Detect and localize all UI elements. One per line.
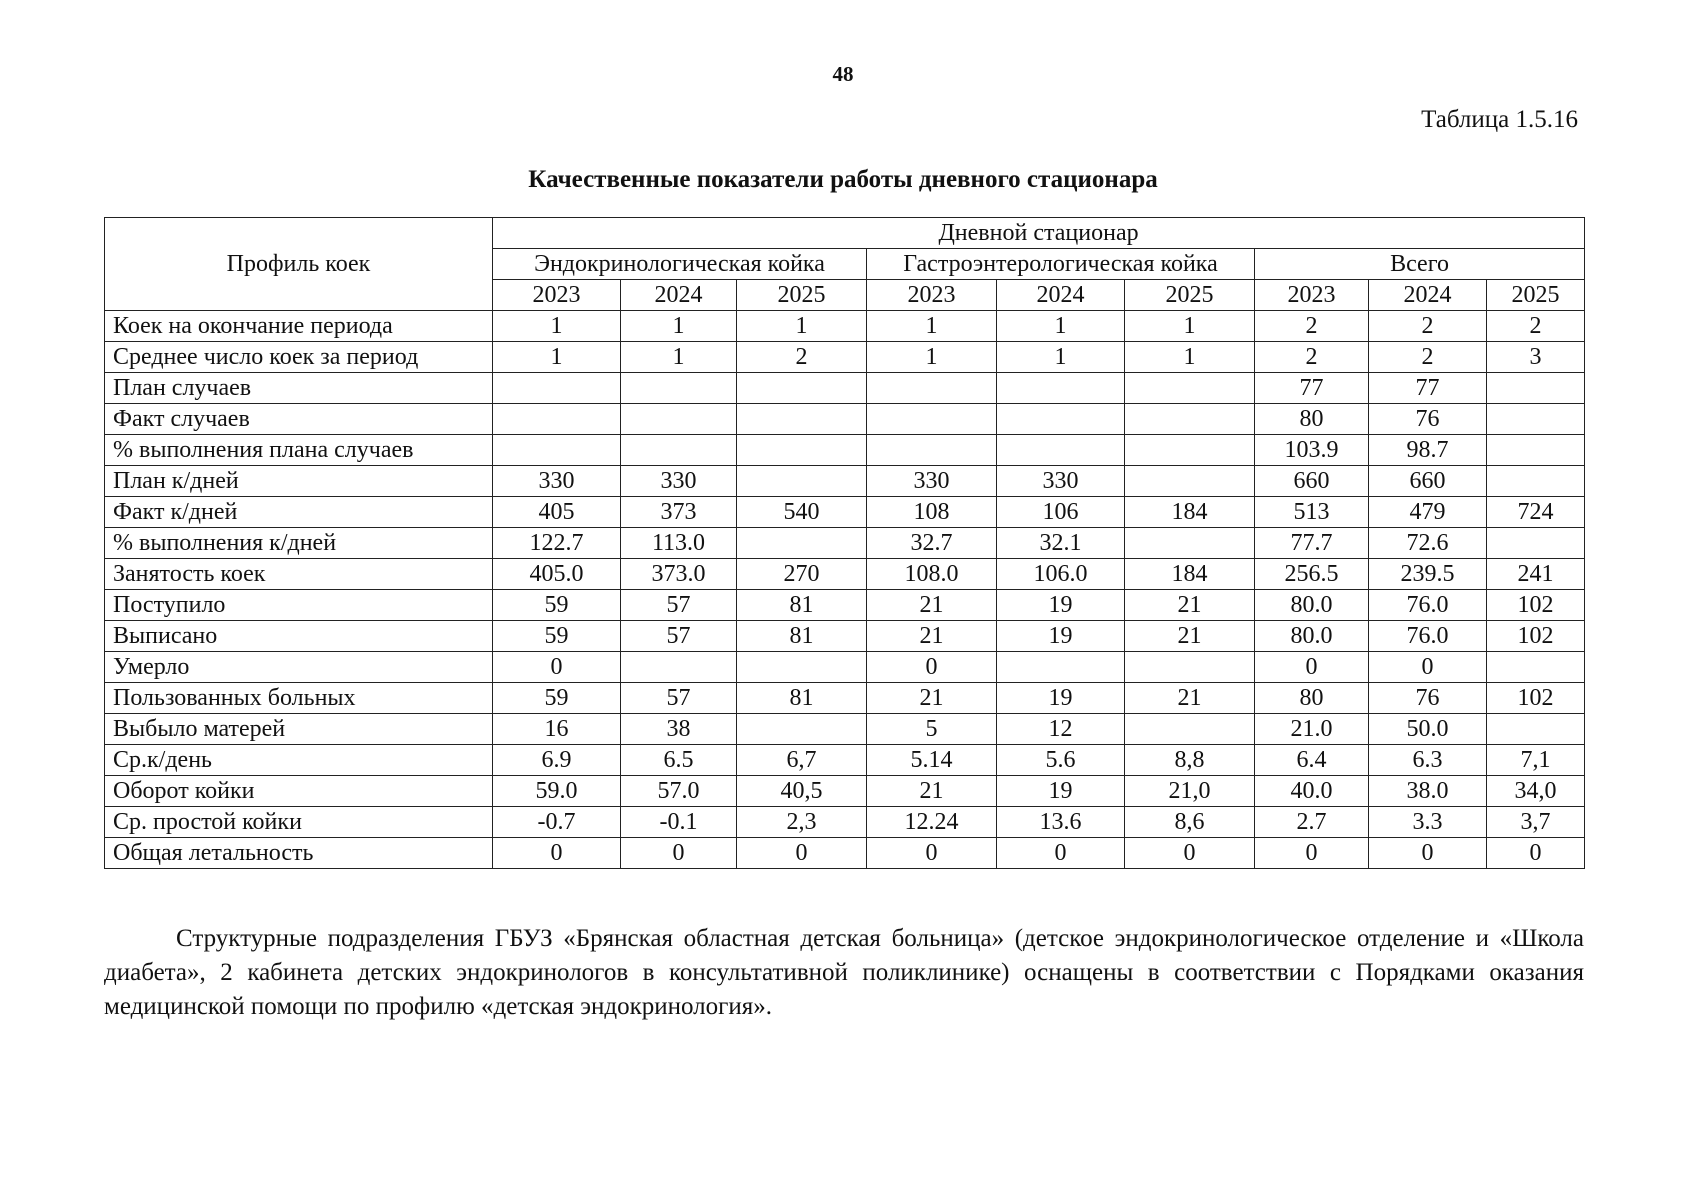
table-cell: 0 xyxy=(737,838,867,869)
table-cell: 57 xyxy=(621,621,737,652)
table-cell xyxy=(621,435,737,466)
table-cell: 38.0 xyxy=(1369,776,1487,807)
table-cell: 2 xyxy=(1255,342,1369,373)
table-body xyxy=(105,311,1585,869)
table-row xyxy=(105,528,1585,559)
row-label: Умерло xyxy=(105,652,493,683)
table-cell: 330 xyxy=(621,466,737,497)
table-cell: 57.0 xyxy=(621,776,737,807)
table-cell: 106.0 xyxy=(997,559,1125,590)
table-row xyxy=(105,497,1585,528)
table-cell xyxy=(737,373,867,404)
table-cell: 12.24 xyxy=(867,807,997,838)
table-cell: 21 xyxy=(867,776,997,807)
indicators-table xyxy=(104,217,1585,869)
table-header xyxy=(105,218,1585,311)
table-cell: 76.0 xyxy=(1369,590,1487,621)
table-cell: 76 xyxy=(1369,683,1487,714)
table-cell: 373 xyxy=(621,497,737,528)
row-label: Общая летальность xyxy=(105,838,493,869)
row-label: % выполнения плана случаев xyxy=(105,435,493,466)
table-cell: 0 xyxy=(1487,838,1585,869)
table-cell: 19 xyxy=(997,590,1125,621)
table-cell: 1 xyxy=(867,311,997,342)
table-cell: 7,1 xyxy=(1487,745,1585,776)
table-cell: 6,7 xyxy=(737,745,867,776)
table-cell: 3 xyxy=(1487,342,1585,373)
table-cell xyxy=(867,373,997,404)
table-cell: 12 xyxy=(997,714,1125,745)
table-cell: 2 xyxy=(1369,311,1487,342)
table-cell: 72.6 xyxy=(1369,528,1487,559)
table-cell: 0 xyxy=(1255,652,1369,683)
table-cell: 2.7 xyxy=(1255,807,1369,838)
table-row xyxy=(105,435,1585,466)
row-label: Ср.к/день xyxy=(105,745,493,776)
table-cell: 2 xyxy=(737,342,867,373)
table-cell: 1 xyxy=(737,311,867,342)
table-row xyxy=(105,590,1585,621)
table-cell: 1 xyxy=(1125,311,1255,342)
table-cell: 59 xyxy=(493,683,621,714)
table-cell: 106 xyxy=(997,497,1125,528)
table-cell: 405 xyxy=(493,497,621,528)
table-cell xyxy=(737,528,867,559)
table-cell: 405.0 xyxy=(493,559,621,590)
table-cell xyxy=(1125,404,1255,435)
row-label: План к/дней xyxy=(105,466,493,497)
table-row xyxy=(105,621,1585,652)
table-cell xyxy=(1487,435,1585,466)
table-cell: 32.7 xyxy=(867,528,997,559)
row-label: Факт случаев xyxy=(105,404,493,435)
table-cell: 113.0 xyxy=(621,528,737,559)
header-year: 2023 xyxy=(867,280,997,311)
table-cell: 330 xyxy=(997,466,1125,497)
table-cell: 80 xyxy=(1255,404,1369,435)
table-cell xyxy=(1125,652,1255,683)
table-number: Таблица 1.5.16 xyxy=(1421,106,1578,133)
table-cell xyxy=(1487,528,1585,559)
table-cell: 21 xyxy=(1125,683,1255,714)
table-cell: 102 xyxy=(1487,590,1585,621)
table-row xyxy=(105,683,1585,714)
row-label: % выполнения к/дней xyxy=(105,528,493,559)
row-label: Поступило xyxy=(105,590,493,621)
table-cell: 21 xyxy=(1125,621,1255,652)
table-cell: 1 xyxy=(621,342,737,373)
table-cell xyxy=(737,714,867,745)
table-cell xyxy=(621,652,737,683)
table-cell xyxy=(867,404,997,435)
table-cell xyxy=(493,435,621,466)
table-cell: 0 xyxy=(621,838,737,869)
table-cell: 5 xyxy=(867,714,997,745)
row-label: Ср. простой койки xyxy=(105,807,493,838)
table-cell: 1 xyxy=(493,311,621,342)
table-cell: 373.0 xyxy=(621,559,737,590)
table-cell xyxy=(737,404,867,435)
table-cell: 6.5 xyxy=(621,745,737,776)
table-cell xyxy=(1125,466,1255,497)
table-cell xyxy=(1125,373,1255,404)
table-cell: 1 xyxy=(493,342,621,373)
table-cell: 77.7 xyxy=(1255,528,1369,559)
table-cell: 19 xyxy=(997,776,1125,807)
table-cell: 184 xyxy=(1125,497,1255,528)
table-cell xyxy=(621,404,737,435)
header-year: 2024 xyxy=(1369,280,1487,311)
table-cell: 21.0 xyxy=(1255,714,1369,745)
row-label: Факт к/дней xyxy=(105,497,493,528)
table-cell: 21 xyxy=(867,683,997,714)
table-cell: -0.7 xyxy=(493,807,621,838)
table-cell xyxy=(1487,652,1585,683)
table-cell: 13.6 xyxy=(997,807,1125,838)
header-year: 2023 xyxy=(1255,280,1369,311)
table-cell: 239.5 xyxy=(1369,559,1487,590)
table-cell: 0 xyxy=(997,838,1125,869)
table-cell: 8,8 xyxy=(1125,745,1255,776)
table-cell: 76.0 xyxy=(1369,621,1487,652)
table-cell: 0 xyxy=(493,838,621,869)
table-cell: 1 xyxy=(621,311,737,342)
table-cell xyxy=(1487,373,1585,404)
table-cell: 330 xyxy=(493,466,621,497)
table-cell xyxy=(997,373,1125,404)
table-cell: 80.0 xyxy=(1255,621,1369,652)
header-profile: Профиль коек xyxy=(105,218,493,311)
table-cell: 59.0 xyxy=(493,776,621,807)
table-cell: 81 xyxy=(737,590,867,621)
table-row xyxy=(105,652,1585,683)
table-cell: -0.1 xyxy=(621,807,737,838)
table-cell: 59 xyxy=(493,621,621,652)
table-cell: 80 xyxy=(1255,683,1369,714)
table-cell: 32.1 xyxy=(997,528,1125,559)
table-cell xyxy=(1125,714,1255,745)
header-group-endocrinology: Эндокринологическая койка xyxy=(493,249,867,280)
table-cell: 6.9 xyxy=(493,745,621,776)
row-label: Выбыло матерей xyxy=(105,714,493,745)
table-cell: 81 xyxy=(737,683,867,714)
table-cell: 108 xyxy=(867,497,997,528)
table-cell: 57 xyxy=(621,590,737,621)
table-cell xyxy=(621,373,737,404)
document-title: Качественные показатели работы дневного стационара xyxy=(528,166,1158,193)
table-cell xyxy=(1487,714,1585,745)
table-cell xyxy=(997,404,1125,435)
table-cell: 0 xyxy=(493,652,621,683)
table-cell: 80.0 xyxy=(1255,590,1369,621)
table-cell: 1 xyxy=(997,342,1125,373)
table-cell: 256.5 xyxy=(1255,559,1369,590)
table-cell: 724 xyxy=(1487,497,1585,528)
table-cell: 6.4 xyxy=(1255,745,1369,776)
table-row xyxy=(105,776,1585,807)
table-cell xyxy=(737,435,867,466)
row-label: Выписано xyxy=(105,621,493,652)
table-row xyxy=(105,342,1585,373)
table-cell: 0 xyxy=(1369,652,1487,683)
table-cell xyxy=(997,652,1125,683)
table-cell: 19 xyxy=(997,683,1125,714)
table-cell: 102 xyxy=(1487,621,1585,652)
table-cell: 2 xyxy=(1369,342,1487,373)
table-cell: 540 xyxy=(737,497,867,528)
table-cell: 16 xyxy=(493,714,621,745)
table-cell xyxy=(1487,466,1585,497)
table-cell: 77 xyxy=(1369,373,1487,404)
table-cell: 2,3 xyxy=(737,807,867,838)
table-row xyxy=(105,311,1585,342)
table-cell: 8,6 xyxy=(1125,807,1255,838)
table-cell: 270 xyxy=(737,559,867,590)
table-cell: 1 xyxy=(867,342,997,373)
table-row xyxy=(105,714,1585,745)
table-cell: 241 xyxy=(1487,559,1585,590)
table-cell xyxy=(493,373,621,404)
table-cell: 3,7 xyxy=(1487,807,1585,838)
row-label: Занятость коек xyxy=(105,559,493,590)
table-cell: 103.9 xyxy=(1255,435,1369,466)
header-year: 2023 xyxy=(493,280,621,311)
table-cell: 0 xyxy=(1125,838,1255,869)
header-group-total: Всего xyxy=(1255,249,1585,280)
header-day-hospital: Дневной стационар xyxy=(493,218,1585,249)
table-cell xyxy=(1487,404,1585,435)
table-cell: 0 xyxy=(867,838,997,869)
table-cell: 21,0 xyxy=(1125,776,1255,807)
header-year: 2025 xyxy=(1125,280,1255,311)
table-row xyxy=(105,838,1585,869)
table-row xyxy=(105,559,1585,590)
table-cell: 50.0 xyxy=(1369,714,1487,745)
table-cell: 102 xyxy=(1487,683,1585,714)
table-row xyxy=(105,404,1585,435)
table-cell: 38 xyxy=(621,714,737,745)
table-cell: 40,5 xyxy=(737,776,867,807)
table-cell: 3.3 xyxy=(1369,807,1487,838)
table-cell xyxy=(737,466,867,497)
row-label: Пользованных больных xyxy=(105,683,493,714)
table-cell: 660 xyxy=(1255,466,1369,497)
header-group-gastroenterology: Гастроэнтерологическая койка xyxy=(867,249,1255,280)
table-cell: 2 xyxy=(1487,311,1585,342)
table-cell xyxy=(737,652,867,683)
table-cell: 77 xyxy=(1255,373,1369,404)
table-cell: 0 xyxy=(867,652,997,683)
table-cell: 0 xyxy=(1369,838,1487,869)
table-row xyxy=(105,745,1585,776)
table-cell: 81 xyxy=(737,621,867,652)
page-number: 48 xyxy=(832,62,854,86)
header-year: 2024 xyxy=(997,280,1125,311)
table-cell xyxy=(493,404,621,435)
table-cell: 6.3 xyxy=(1369,745,1487,776)
table-cell: 1 xyxy=(997,311,1125,342)
table-cell: 21 xyxy=(1125,590,1255,621)
table-cell: 479 xyxy=(1369,497,1487,528)
table-row xyxy=(105,466,1585,497)
row-label: Среднее число коек за период xyxy=(105,342,493,373)
table-cell: 2 xyxy=(1255,311,1369,342)
table-cell xyxy=(997,435,1125,466)
table-row xyxy=(105,807,1585,838)
table-cell xyxy=(867,435,997,466)
table-cell: 21 xyxy=(867,590,997,621)
table-cell: 1 xyxy=(1125,342,1255,373)
table-cell: 330 xyxy=(867,466,997,497)
table-cell xyxy=(1125,528,1255,559)
table-cell: 57 xyxy=(621,683,737,714)
table-cell: 21 xyxy=(867,621,997,652)
table-cell: 513 xyxy=(1255,497,1369,528)
table-cell: 59 xyxy=(493,590,621,621)
header-year: 2025 xyxy=(737,280,867,311)
table-cell xyxy=(1125,435,1255,466)
table-cell: 184 xyxy=(1125,559,1255,590)
header-year: 2025 xyxy=(1487,280,1585,311)
table-cell: 19 xyxy=(997,621,1125,652)
table-cell: 34,0 xyxy=(1487,776,1585,807)
table-cell: 5.14 xyxy=(867,745,997,776)
body-paragraph: Структурные подразделения ГБУЗ «Брянская областная детская больница» (детское эндокринологическое отделение и «Школа диабета», 2 кабинета детских эндокринологов в консультативной поликлинике) оснащены в соответствии с Порядками оказания медицинской помощи по профилю «детская эндокринология». xyxy=(104,925,1584,1020)
header-year: 2024 xyxy=(621,280,737,311)
table-cell: 5.6 xyxy=(997,745,1125,776)
table-cell: 660 xyxy=(1369,466,1487,497)
table-row xyxy=(105,373,1585,404)
table-cell: 122.7 xyxy=(493,528,621,559)
table-cell: 76 xyxy=(1369,404,1487,435)
table-cell: 40.0 xyxy=(1255,776,1369,807)
table-cell: 108.0 xyxy=(867,559,997,590)
row-label: План случаев xyxy=(105,373,493,404)
table-cell: 0 xyxy=(1255,838,1369,869)
table-cell: 98.7 xyxy=(1369,435,1487,466)
row-label: Коек на окончание периода xyxy=(105,311,493,342)
row-label: Оборот койки xyxy=(105,776,493,807)
